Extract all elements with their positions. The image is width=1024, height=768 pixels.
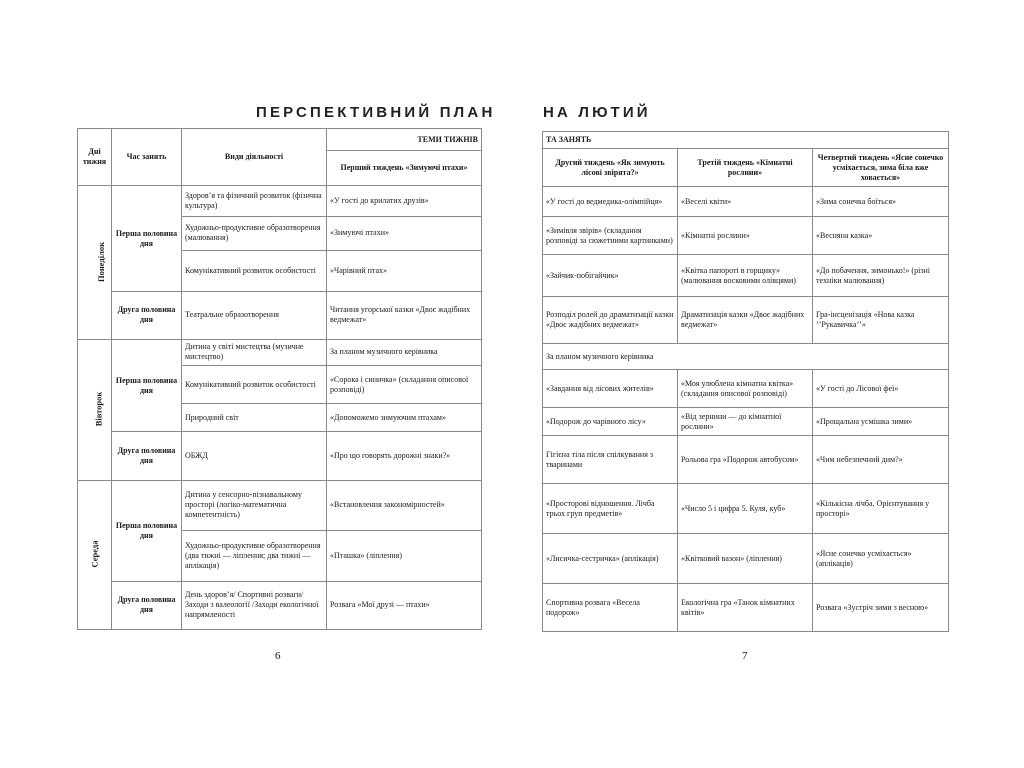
header-week1: Перший тиждень «Зимуючі птахи» — [327, 151, 482, 186]
day-label: Середа — [89, 540, 100, 568]
page-number-right: 7 — [742, 650, 748, 662]
activity-cell: Дитина у сенсорно-пізнавальному просторі (логіко-математична компетентність) — [182, 480, 327, 530]
week1-cell: «Зимуючі птахи» — [327, 216, 482, 250]
week3-cell: «Моя улюблена кімнатна квітка» (складання описової розповіді) — [678, 370, 813, 408]
week2-cell: «Завдання від лісових жителів» — [543, 370, 678, 408]
week3-cell: Драматизація казки «Двоє жадібних ведмежат» — [678, 297, 813, 344]
week1-cell: «У гості до крилатих друзів» — [327, 186, 482, 216]
week1-cell: «Встановлення закономірностей» — [327, 480, 482, 530]
week4-cell: «До побачення, зимонько!» (різні техніки малювання) — [813, 255, 949, 297]
half-second: Друга половина дня — [112, 292, 182, 339]
half-first: Перша половина дня — [112, 339, 182, 432]
week4-cell: «Весняна казка» — [813, 217, 949, 255]
week2-cell: «У гості до ведмедика-олімпійця» — [543, 187, 678, 217]
half-second: Друга половина дня — [112, 432, 182, 480]
page-title-right: НА ЛЮТИЙ — [543, 104, 651, 121]
activity-cell: Здоров’я та фізичний розвиток (фізична культура) — [182, 186, 327, 216]
header-days: Дні тижня — [78, 129, 112, 186]
header-week3: Третій тиждень «Кімнатні рослини» — [678, 149, 813, 187]
day-label: Понеділок — [96, 242, 106, 283]
half-second: Друга половина дня — [112, 581, 182, 629]
header-week2: Другий тиждень «Як зимують лісові звірята?» — [543, 149, 678, 187]
activity-cell: День здоров’я/ Спортивні розваги/ Заходи з валеології /Заходи екологічної напрямленості — [182, 581, 327, 629]
week2-cell: «Зайчик-побігайчик» — [543, 255, 678, 297]
week4-cell: «Зима сонечка боїться» — [813, 187, 949, 217]
week4-cell: Гра-інсценізація «Нова казка ʼʼРукавичкаʼʼ» — [813, 297, 949, 344]
day-label: Вівторок — [93, 391, 104, 427]
week1-cell: «Пташка» (ліплення) — [327, 531, 482, 581]
activity-cell: Природний світ — [182, 404, 327, 432]
week2-cell: Гігієна тіла після спілкування з тваринами — [543, 436, 678, 484]
week2-cell: «Просторові відношення. Лічба трьох груп предметів» — [543, 484, 678, 534]
week1-cell: За планом музичного керівника — [327, 339, 482, 365]
week1-cell: «Допоможемо зимуючим птахам» — [327, 404, 482, 432]
activity-cell: ОБЖД — [182, 432, 327, 480]
week3-cell: «Число 5 і цифра 5. Куля, куб» — [678, 484, 813, 534]
week3-cell: «Веселі квіти» — [678, 187, 813, 217]
week3-cell: Екологічна гра «Танок кімнатних квітів» — [678, 584, 813, 632]
day-wednesday — [78, 480, 112, 629]
page-number-left: 6 — [275, 650, 281, 662]
week2-cell: Розподіл ролей до драматизації казки «Двоє жадібних ведмежат» — [543, 297, 678, 344]
week4-cell: «Чим небезпечний дим?» — [813, 436, 949, 484]
week4-cell: «У гості до Лісової феї» — [813, 370, 949, 408]
header-week4: Четвертий тиждень «Ясне сонечко усміхається, зима біла вже ховається» — [813, 149, 949, 187]
week4-cell: «Кількісна лічба. Орієнтування у просторі» — [813, 484, 949, 534]
header-activities: Види діяльності — [182, 129, 327, 186]
plan-table-left — [77, 128, 482, 630]
week3-cell: «Квітка папороті в горщику» (малювання восковими олівцями) — [678, 255, 813, 297]
header-time: Час занять — [112, 129, 182, 186]
week1-cell: «Про що говорять дорожні знаки?» — [327, 432, 482, 480]
page-title-left: ПЕРСПЕКТИВНИЙ ПЛАН — [256, 104, 496, 121]
activity-cell: Дитина у світі мистецтва (музичне мистецтво) — [182, 339, 327, 365]
activity-cell: Художньо-продуктивне образотворення (два тижні — ліплення; два тижні — аплікація) — [182, 531, 327, 581]
week3-cell: Рольова гра «Подорож автобусом» — [678, 436, 813, 484]
week1-cell: «Сорока і синичка» (складання описової розповіді) — [327, 365, 482, 403]
week3-cell: «Кімнатні рослини» — [678, 217, 813, 255]
day-monday — [78, 186, 112, 339]
week4-cell: «Ясне сонечко усміхається» (аплікація) — [813, 534, 949, 584]
week3-cell: «Квітковий вазон» (ліплення) — [678, 534, 813, 584]
week1-cell: Розвага «Мої друзі — птахи» — [327, 581, 482, 629]
week2-cell: «Подорож до чарівного лісу» — [543, 408, 678, 436]
activity-cell: Художньо-продуктивне образотворення (малювання) — [182, 216, 327, 250]
week3-cell: «Від зернини — до кімнатної рослини» — [678, 408, 813, 436]
week2-cell: «Лисичка-сестричка» (аплікація) — [543, 534, 678, 584]
week1-cell: «Чарівний птах» — [327, 250, 482, 291]
week4-cell: Розвага «Зустріч зими з весною» — [813, 584, 949, 632]
header-themes: ТЕМИ ТИЖНІВ — [327, 129, 482, 151]
activity-cell: Театральне образотворення — [182, 292, 327, 339]
music-plan-cell: За планом музичного керівника — [543, 344, 949, 370]
header-continued: ТА ЗАНЯТЬ — [543, 132, 949, 149]
plan-table-right — [542, 131, 949, 632]
activity-cell: Комунікативний розвиток особистості — [182, 365, 327, 403]
day-tuesday — [78, 339, 112, 480]
week1-cell: Читання угорської казки «Двоє жадібних ведмежат» — [327, 292, 482, 339]
half-first: Перша половина дня — [112, 480, 182, 581]
activity-cell: Комунікативний розвиток особистості — [182, 250, 327, 291]
week4-cell: «Прощальна усмішка зими» — [813, 408, 949, 436]
week2-cell: «Зимівля звірів» (складання розповіді за сюжетними картинками) — [543, 217, 678, 255]
week2-cell: Спортивна розвага «Весела подорож» — [543, 584, 678, 632]
half-first: Перша половина дня — [112, 186, 182, 292]
